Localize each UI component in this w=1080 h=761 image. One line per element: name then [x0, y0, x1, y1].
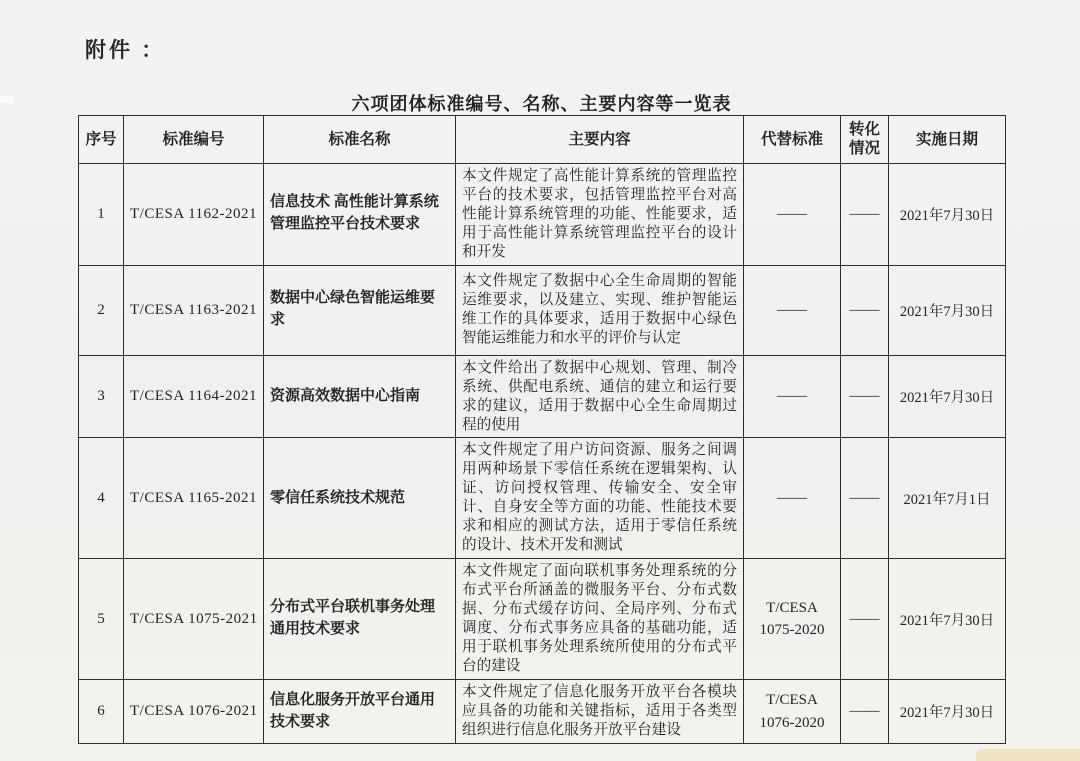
header-date: 实施日期 — [889, 116, 1006, 164]
standard-content: 本文件规定了信息化服务开放平台各模块应具备的功能和关键指标，适用于各类型组织进行信息化服务开放平台建设 — [456, 680, 744, 744]
table-row — [79, 559, 1006, 680]
standard-content: 本文件规定了高性能计算系统的管理监控平台的技术要求，包括管理监控平台对高性能计算系统管理的功能、性能要求，适用于高性能计算系统管理监控平台的设计和开发 — [456, 163, 744, 265]
header-content: 主要内容 — [456, 116, 744, 164]
row-no: 6 — [79, 680, 124, 744]
standard-name: 资源高效数据中心指南 — [264, 355, 456, 438]
implementation-date: 2021年7月30日 — [889, 163, 1006, 265]
standard-code: T/CESA 1076-2021 — [124, 680, 264, 744]
standard-name: 数据中心绿色智能运维要求 — [264, 265, 456, 355]
row-no: 1 — [79, 163, 124, 265]
header-code: 标准编号 — [124, 116, 264, 164]
standards-table — [78, 115, 1006, 744]
conversion-status: —— — [841, 265, 889, 355]
standard-code: T/CESA 1163-2021 — [124, 265, 264, 355]
implementation-date: 2021年7月30日 — [889, 265, 1006, 355]
standard-code: T/CESA 1165-2021 — [124, 438, 264, 559]
replaced-standard: —— — [744, 163, 841, 265]
replaced-standard: T/CESA 1075-2020 — [744, 559, 841, 680]
table-row — [79, 438, 1006, 559]
conversion-status: —— — [841, 163, 889, 265]
scan-artifact — [976, 749, 1080, 761]
conversion-status: —— — [841, 559, 889, 680]
implementation-date: 2021年7月30日 — [889, 680, 1006, 744]
header-conversion: 转化情况 — [841, 116, 889, 164]
page-title: 六项团体标准编号、名称、主要内容等一览表 — [351, 94, 732, 114]
table-row — [79, 680, 1006, 744]
implementation-date: 2021年7月30日 — [889, 355, 1006, 438]
implementation-date: 2021年7月30日 — [889, 559, 1006, 680]
standard-content: 本文件规定了用户访问资源、服务之间调用两种场景下零信任系统在逻辑架构、认证、访问授权管理、传输安全、安全审计、自身安全等方面的功能、性能技术要求和相应的测试方法，适用于零信任系统的设计、技术开发和测试 — [456, 438, 744, 559]
replaced-standard: T/CESA 1076-2020 — [744, 680, 841, 744]
standard-content: 本文件规定了数据中心全生命周期的智能运维要求，以及建立、实现、维护智能运维工作的具体要求，适用于数据中心绿色智能运维能力和水平的评价与认定 — [456, 265, 744, 355]
standard-name: 零信任系统技术规范 — [264, 438, 456, 559]
table-header-row — [79, 116, 1006, 164]
standard-name: 信息技术 高性能计算系统管理监控平台技术要求 — [264, 163, 456, 265]
row-no: 2 — [79, 265, 124, 355]
standard-code: T/CESA 1162-2021 — [124, 163, 264, 265]
standard-content: 本文件给出了数据中心规划、管理、制冷系统、供配电系统、通信的建立和运行要求的建议，适用于数据中心全生命周期过程的使用 — [456, 355, 744, 438]
row-no: 4 — [79, 438, 124, 559]
table-row — [79, 265, 1006, 355]
standard-name: 分布式平台联机事务处理通用技术要求 — [264, 559, 456, 680]
implementation-date: 2021年7月1日 — [889, 438, 1006, 559]
table-row — [79, 355, 1006, 438]
header-name: 标准名称 — [264, 116, 456, 164]
row-no: 3 — [79, 355, 124, 438]
standard-content: 本文件规定了面向联机事务处理系统的分布式平台所涵盖的微服务平台、分布式数据、分布式缓存访问、全局序列、分布式调度、分布式事务应具备的基础功能，适用于联机事务处理系统所使用的分布式平台的建设 — [456, 559, 744, 680]
replaced-standard: —— — [744, 355, 841, 438]
standard-code: T/CESA 1164-2021 — [124, 355, 264, 438]
attachment-label: 附件 ： — [85, 38, 166, 62]
conversion-status: —— — [841, 680, 889, 744]
header-replaces: 代替标准 — [744, 116, 841, 164]
replaced-standard: —— — [744, 265, 841, 355]
conversion-status: —— — [841, 355, 889, 438]
standard-name: 信息化服务开放平台通用技术要求 — [264, 680, 456, 744]
row-no: 5 — [79, 559, 124, 680]
conversion-status: —— — [841, 438, 889, 559]
standard-code: T/CESA 1075-2021 — [124, 559, 264, 680]
scan-smudge — [0, 96, 14, 103]
table-row — [79, 163, 1006, 265]
header-no: 序号 — [79, 116, 124, 164]
replaced-standard: —— — [744, 438, 841, 559]
